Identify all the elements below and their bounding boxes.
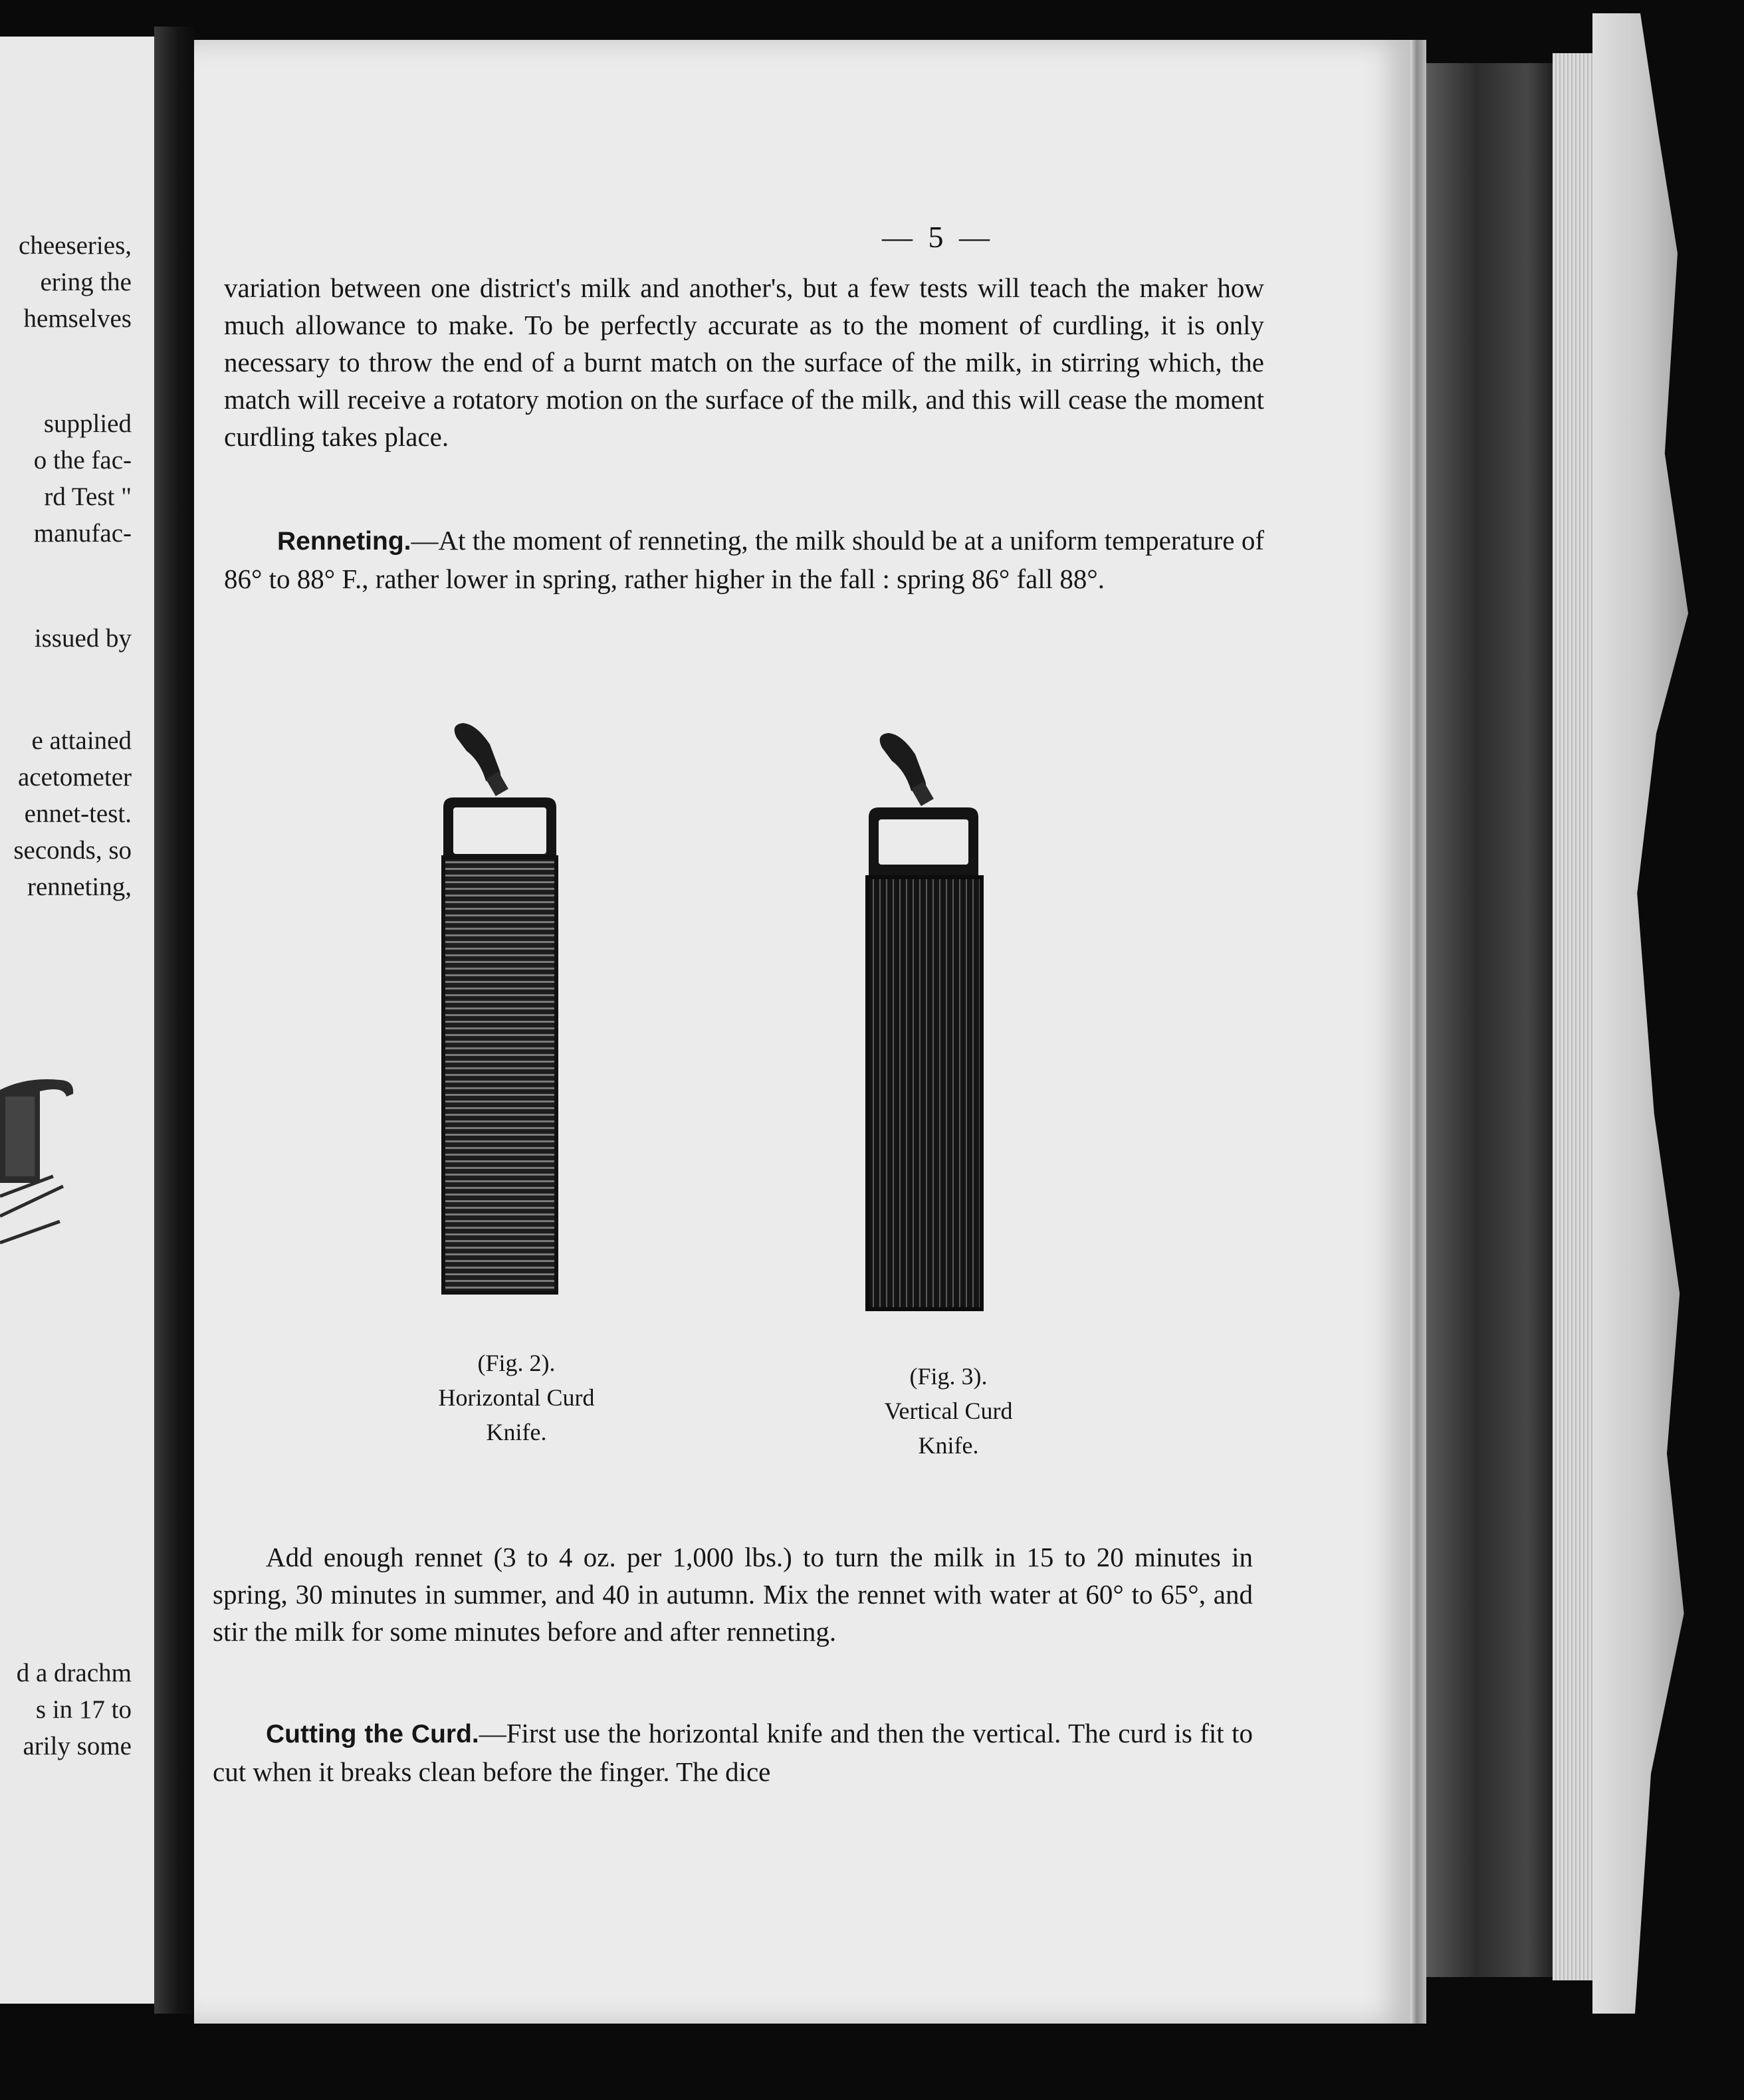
paragraph-text: variation between one district's milk and another's, but a few tests will teach the maker how much allowance to make. To be perfectly accurate as to the moment of curdling, it is only necessary to throw the end of a burnt match on the surface of the milk, in stirring which, the match will receive a rotatory motion on the surface of the milk, and this will cease the moment curdling takes place. (224, 272, 1264, 452)
figure-horizontal-curd-knife (430, 698, 603, 1309)
left-page-line: e attained (31, 726, 132, 755)
left-page-line: hemselves (23, 304, 132, 333)
page-edge (1410, 40, 1426, 2024)
left-page-line: o the fac- (33, 446, 132, 474)
left-page-line: ering the (40, 268, 132, 296)
left-page-line: issued by (34, 624, 132, 653)
left-page-line: manufac- (33, 519, 132, 548)
page-5 (194, 40, 1410, 2024)
section-heading-cutting-the-curd: Cutting the Curd. (266, 1720, 479, 1748)
left-page-illustration-fragment (0, 1050, 80, 1249)
left-page-line: ennet-test. (24, 799, 132, 828)
left-page-line: s in 17 to (35, 1695, 132, 1724)
figure-2-caption (344, 1346, 689, 1449)
book-gutter (154, 27, 194, 2014)
left-page-line: supplied (43, 409, 132, 438)
left-page-line: cheeseries, (19, 231, 132, 260)
figure-2-title-line-1: Horizontal Curd (438, 1384, 595, 1411)
paragraph-curdling-test (224, 269, 1264, 455)
left-page-line: rd Test " (44, 482, 132, 511)
left-page-line: renneting, (27, 873, 132, 901)
page-stack-edge (1553, 53, 1592, 1980)
left-page-line: d a drachm (16, 1659, 132, 1687)
paragraph-cutting-the-curd (213, 1715, 1253, 1790)
book-cover-edge (1426, 63, 1553, 1977)
left-page-fragment (0, 37, 154, 2004)
torn-page-edge (1592, 13, 1699, 2014)
figure-3-caption (776, 1359, 1121, 1463)
figure-3-title-line-1: Vertical Curd (884, 1398, 1013, 1424)
vertical-curd-knife-illustration (855, 708, 1028, 1319)
left-page-line: seconds, so (13, 836, 132, 865)
section-heading-renneting: Renneting. (277, 527, 411, 556)
paragraph-renneting (224, 522, 1264, 597)
horizontal-curd-knife-illustration (430, 698, 603, 1309)
figure-2-title-line-2: Knife. (486, 1419, 547, 1445)
paragraph-text: —First use the horizontal knife and then the vertical. The curd is fit to cut when it breaks clean before the finger. The dice (213, 1718, 1253, 1787)
paragraph-text: —At the moment of renneting, the milk should be at a uniform temperature of 86° to 88° F., rather lower in spring, rather higher in the fall : spring 86° fall 88°. (224, 525, 1264, 594)
left-page-line: acetometer (17, 763, 132, 791)
page-number: — 5 — (882, 220, 994, 254)
figure-3-title-line-2: Knife. (918, 1432, 979, 1459)
paragraph-text: Add enough rennet (3 to 4 oz. per 1,000 lbs.) to turn the milk in 15 to 20 minutes in spring, 30 minutes in summer, and 40 in autumn. Mix the rennet with water at 60° to 65°, and stir the milk for some minutes before and after renneting. (213, 1542, 1253, 1647)
figure-3-number: (Fig. 3). (909, 1363, 988, 1390)
left-page-line: arily some (23, 1732, 132, 1760)
paragraph-add-rennet (213, 1538, 1253, 1650)
figure-vertical-curd-knife (855, 708, 1028, 1319)
figure-2-number: (Fig. 2). (477, 1350, 556, 1376)
